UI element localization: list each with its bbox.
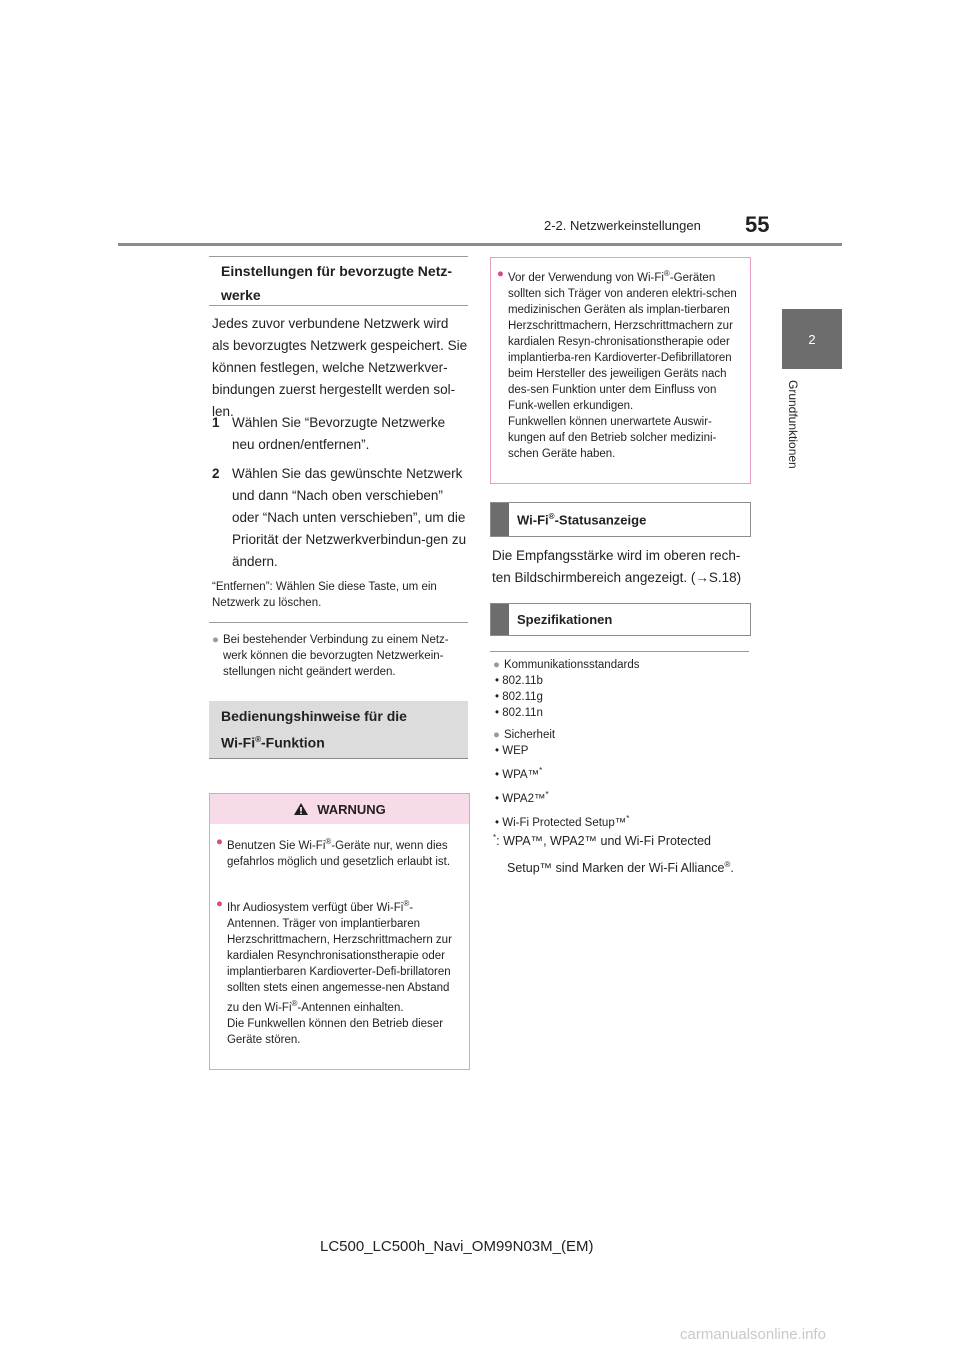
step-1 [212,412,468,456]
preferred-networks-heading: Einstellungen für bevorzugte Netz-werke [221,263,453,303]
warning-title: WARNUNG [317,801,386,817]
bullet-icon: ● [493,659,500,671]
list-item: • WEP [495,745,529,757]
medical-info-part-c: Funkwellen können unerwartete Auswir-kungen auf den Betrieb solcher medizini-schen Geräte haben. [507,415,717,460]
footnote [493,826,753,880]
wifi-hints-heading [209,701,468,755]
security [493,727,748,830]
chapter-tab [782,309,842,369]
footnote-line-1 [493,826,753,853]
list-item: • 802.11n [495,707,543,719]
bullet-icon: ● [216,898,223,910]
footnote-text-a: : WPA™, WPA2™ und Wi-Fi Protected [496,834,711,849]
security-title: Sicherheit [503,729,556,741]
connection-note [212,632,468,680]
warning-item-1-part-a: Benutzen Sie Wi-Fi [226,839,326,852]
divider [490,651,749,652]
bullet-icon: ● [497,268,504,280]
list-item: • WPA™* [495,766,543,781]
intro-paragraph: Jedes zuvor verbundene Netzwerk wird als bevorzugtes Netzwerk gespeichert. Sie können festlegen, welche Netzwerkver-bindungen zuerst hergestellt werden sol-len. [212,316,468,419]
comm-standards-title: Kommunikationsstandards [503,659,640,671]
list-item-text: 802.11n [502,707,543,719]
list-item-text: WPA2™ [502,792,546,805]
footnote-text-b: Setup™ sind Marken der Wi-Fi Alliance [507,861,725,876]
medical-info-part-a: Vor der Verwendung von Wi-Fi [507,271,664,284]
medical-info-part-b: -Geräten sollten sich Träger von anderen elektri-schen medizinischen Geräten als implan-tierbaren Herzschrittmachern, Herzschrittmachern zur kardialen Resyn-chronisationstherapie oder implantierba-ren Kardioverter-Defibrillatoren beim Hersteller des jeweiligen Geräts nach des-sen Funktion unter dem Einfluss von Funk-wellen erkundigen. [507,271,737,412]
warning-item-1-part-b: -Geräte nur, wenn dies gefahrlos möglich und gesetzlich erlaubt ist. [226,839,451,868]
wifi-hints-heading-line1: Bedienungshinweise für die [221,708,407,724]
step-2 [212,463,468,573]
step-2-number: 2 [212,466,220,481]
wifi-hints-heading-box [209,701,468,759]
comm-standards-title-row [493,657,748,673]
step-1-number: 1 [212,415,220,430]
connection-note-text: Bei bestehender Verbindung zu einem Netz-werk können die bevorzugten Netzwerkein-stellungen nicht geändert werden. [222,634,449,678]
step-1-text: Wählen Sie “Bevorzugte Netzwerke neu ordnen/entfernen”. [232,415,446,452]
spec-heading-box [490,603,751,636]
footnote-mark: * [545,789,549,799]
footnote-mark: * [493,833,497,842]
medical-info-item [497,266,745,462]
registered-mark: ® [403,899,410,908]
warning-item-2-part-c: -Antennen einhalten. [297,1001,404,1014]
warning-item-1-text [227,834,464,870]
list-item-text: WPA™ [502,768,540,781]
medical-info-box [490,257,751,484]
remove-note: “Entfernen”: Wählen Sie diese Taste, um ein Netzwerk zu löschen. [212,581,437,609]
preferred-networks-heading-box [209,256,468,306]
footnote-mark: * [539,766,543,775]
header-rule [118,243,842,246]
divider [209,622,468,623]
list-item-text: Wi-Fi Protected Setup™ [502,816,627,829]
warning-item-2-text [227,896,464,1048]
step-2-text: Wählen Sie das gewünschte Netzwerk und dann “Nach oben verschieben” oder “Nach unten verschieben”, um die Priorität der Netzwerkverbindun-gen zu ändern. [232,466,467,569]
watermark: carmanualsonline.info [680,1326,826,1343]
list-item: • 802.11g [495,691,543,703]
status-word: -Statusanzeige [554,512,647,528]
wifi-hints-heading-line2 [221,728,468,755]
warning-item-2-part-a: Ihr Audiosystem verfügt über Wi-Fi [226,901,404,914]
wifi-status-heading-box [490,502,751,537]
list-item: • Wi-Fi Protected Setup™* [495,813,630,829]
registered-mark: ® [255,735,261,744]
medical-info-text [508,266,745,462]
chapter-label [780,380,810,480]
bullet-icon: ● [493,729,500,741]
list-item-text: WEP [502,745,529,757]
registered-mark: ® [663,269,670,278]
warning-item-2 [216,896,464,1048]
warning-triangle-icon [293,802,309,816]
chapter-label-text: Grundfunktionen [786,380,800,469]
bullet-icon: ● [216,836,223,848]
document-code: LC500_LC500h_Navi_OM99N03M_(EM) [320,1238,594,1255]
function-word: -Funktion [261,734,325,751]
list-item-text: 802.11g [502,691,543,703]
bullet-icon: ● [212,634,219,646]
registered-mark: ® [724,860,731,870]
warning-box [209,793,470,1070]
warning-item-2-part-d: Die Funkwellen können den Betrieb dieser Geräte stören. [226,1017,444,1046]
registered-mark: ® [548,511,555,521]
registered-mark: ® [291,998,298,1008]
wifi-status-heading [509,512,646,527]
spec-heading: Spezifikationen [517,612,613,627]
footnote-mark: * [626,813,630,823]
list-item: • WPA2™* [495,789,549,805]
wifi-word: Wi-Fi [221,734,256,751]
wifi-status-text: Die Empfangsstärke wird im oberen rech-ten Bildschirmbereich angezeigt. (→S.18) [492,548,742,585]
heading-bar [491,503,509,536]
security-title-row [493,727,748,743]
page-number: 55 [745,212,770,237]
wifi-word: Wi-Fi [517,512,549,528]
registered-mark: ® [325,837,332,846]
list-item-text: 802.11b [502,675,543,687]
warning-header [210,794,469,824]
comm-standards [493,657,748,721]
warning-item-1 [216,834,464,870]
heading-bar [491,604,509,635]
warning-item-2-part-b: -Antennen. Träger von implantierbaren Herzschrittmachern, Herzschrittmachern zur kardialen Resynchronisationstherapie oder implantierbaren Kardioverter-Defi-brillatoren sollten stets einen angemesse-nen Abstand zu den Wi-Fi [226,901,452,1014]
footnote-line-2: Setup™ sind Marken der Wi-Fi Alliance®. [507,860,734,876]
list-item: • 802.11b [495,675,543,687]
section-title: 2-2. Netzwerkeinstellungen [544,218,701,233]
chapter-number: 2 [808,331,816,347]
